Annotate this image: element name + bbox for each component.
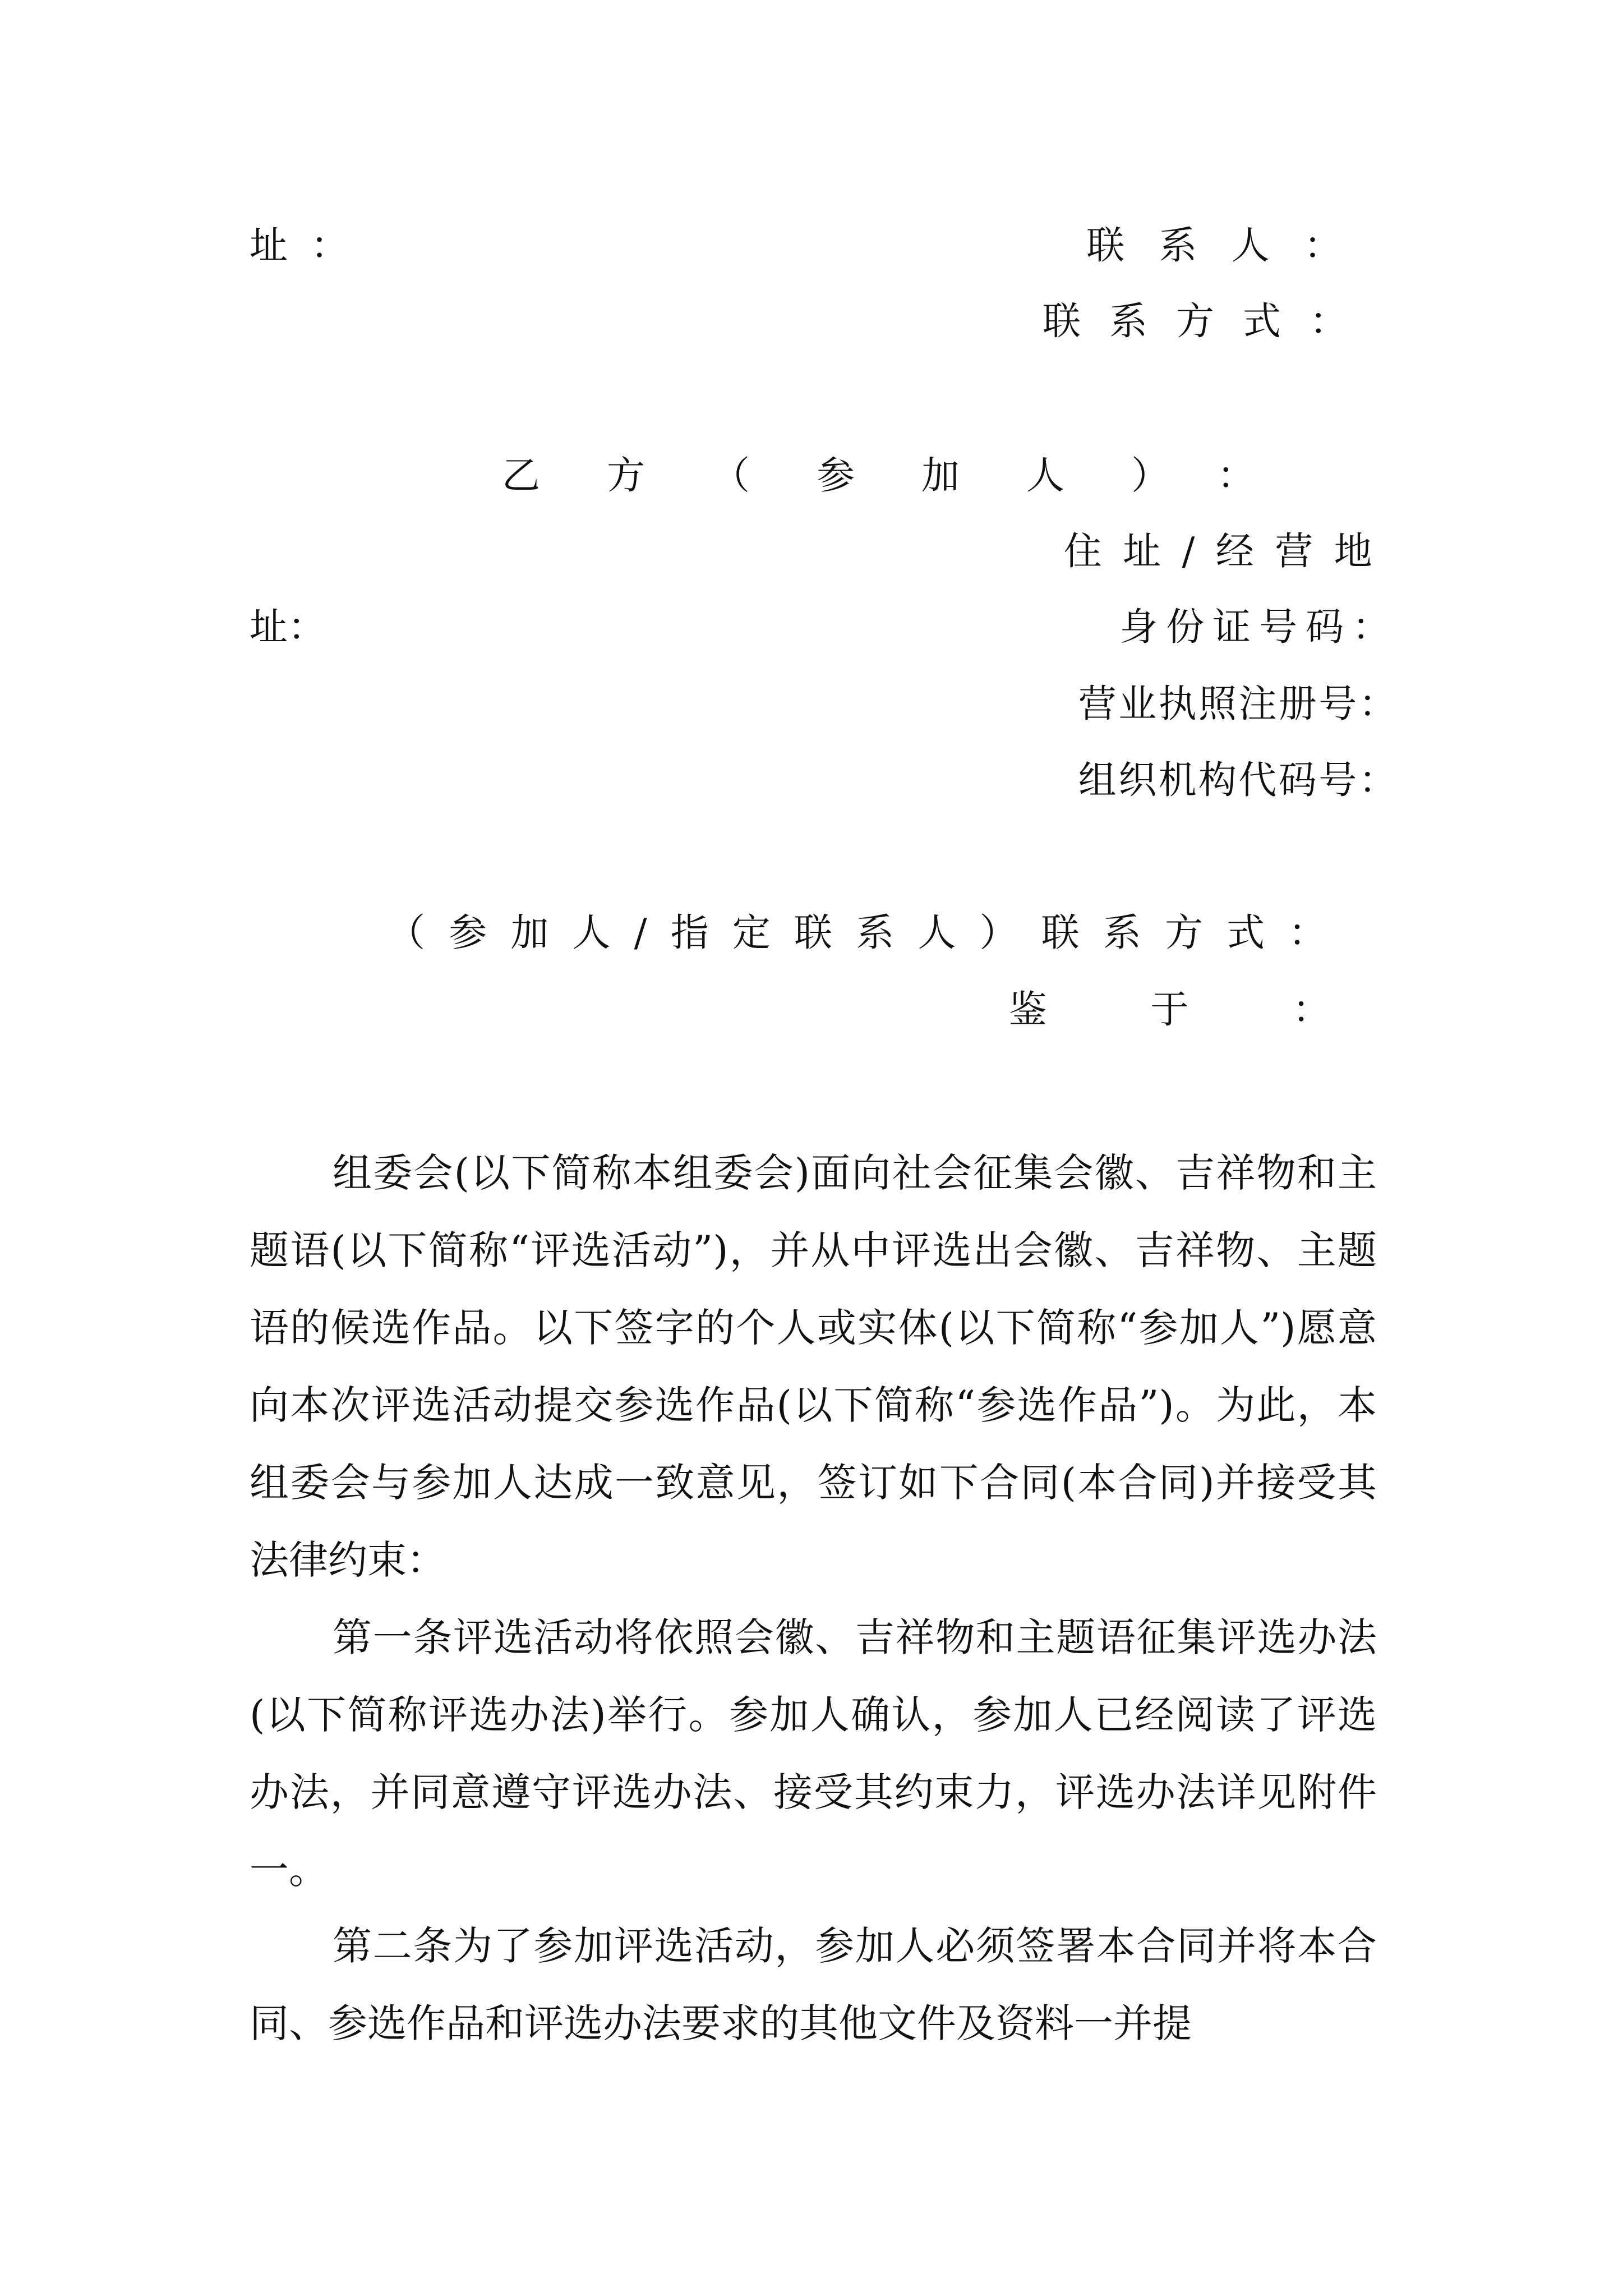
field-address-tail-2: 址：	[250, 605, 326, 650]
field-designated-contact: （参加人/指定联系人）联系方式：	[387, 911, 1350, 955]
field-org-code: 组织机构代码号：	[1078, 758, 1399, 803]
field-party-b: 乙方（参加人）：	[502, 454, 1322, 498]
article-2-paragraph: 第二条为了参加评选活动，参加人必须签署本合同并将本合同、参选作品和评选办法要求的其他文件及资料一并提	[250, 1923, 1377, 2046]
field-residence: 住址/经营地	[1063, 530, 1393, 574]
field-business-license: 营业执照注册号：	[1078, 682, 1399, 726]
field-address-tail-1: 址：	[250, 224, 372, 268]
field-id-number: 身份证号码：	[1119, 605, 1399, 650]
field-contact-person: 联系人：	[1086, 224, 1376, 268]
intro-paragraph: 组委会(以下简称本组委会)面向社会征集会徽、吉祥物和主题语(以下简称“评选活动”)，并从中评选出会徽、吉祥物、主题语的候选作品。以下签字的个人或实体(以下简称“参加人”)愿意向本次评选活动提交参选作品(以下简称“参选作品”)。为此，本组委会与参加人达成一致意见，签订如下合同(本合同)并接受其法律约束：	[250, 1150, 1377, 1583]
field-contact-method: 联系方式：	[1042, 300, 1376, 344]
field-whereas: 鉴 于 ：	[1008, 988, 1376, 1032]
article-1-paragraph: 第一条评选活动将依照会徽、吉祥物和主题语征集评选办法(以下简称评选办法)举行。参加人确认，参加人已经阅读了评选办法，并同意遵守评选办法、接受其约束力，评选办法详见附件一。	[250, 1614, 1377, 1893]
